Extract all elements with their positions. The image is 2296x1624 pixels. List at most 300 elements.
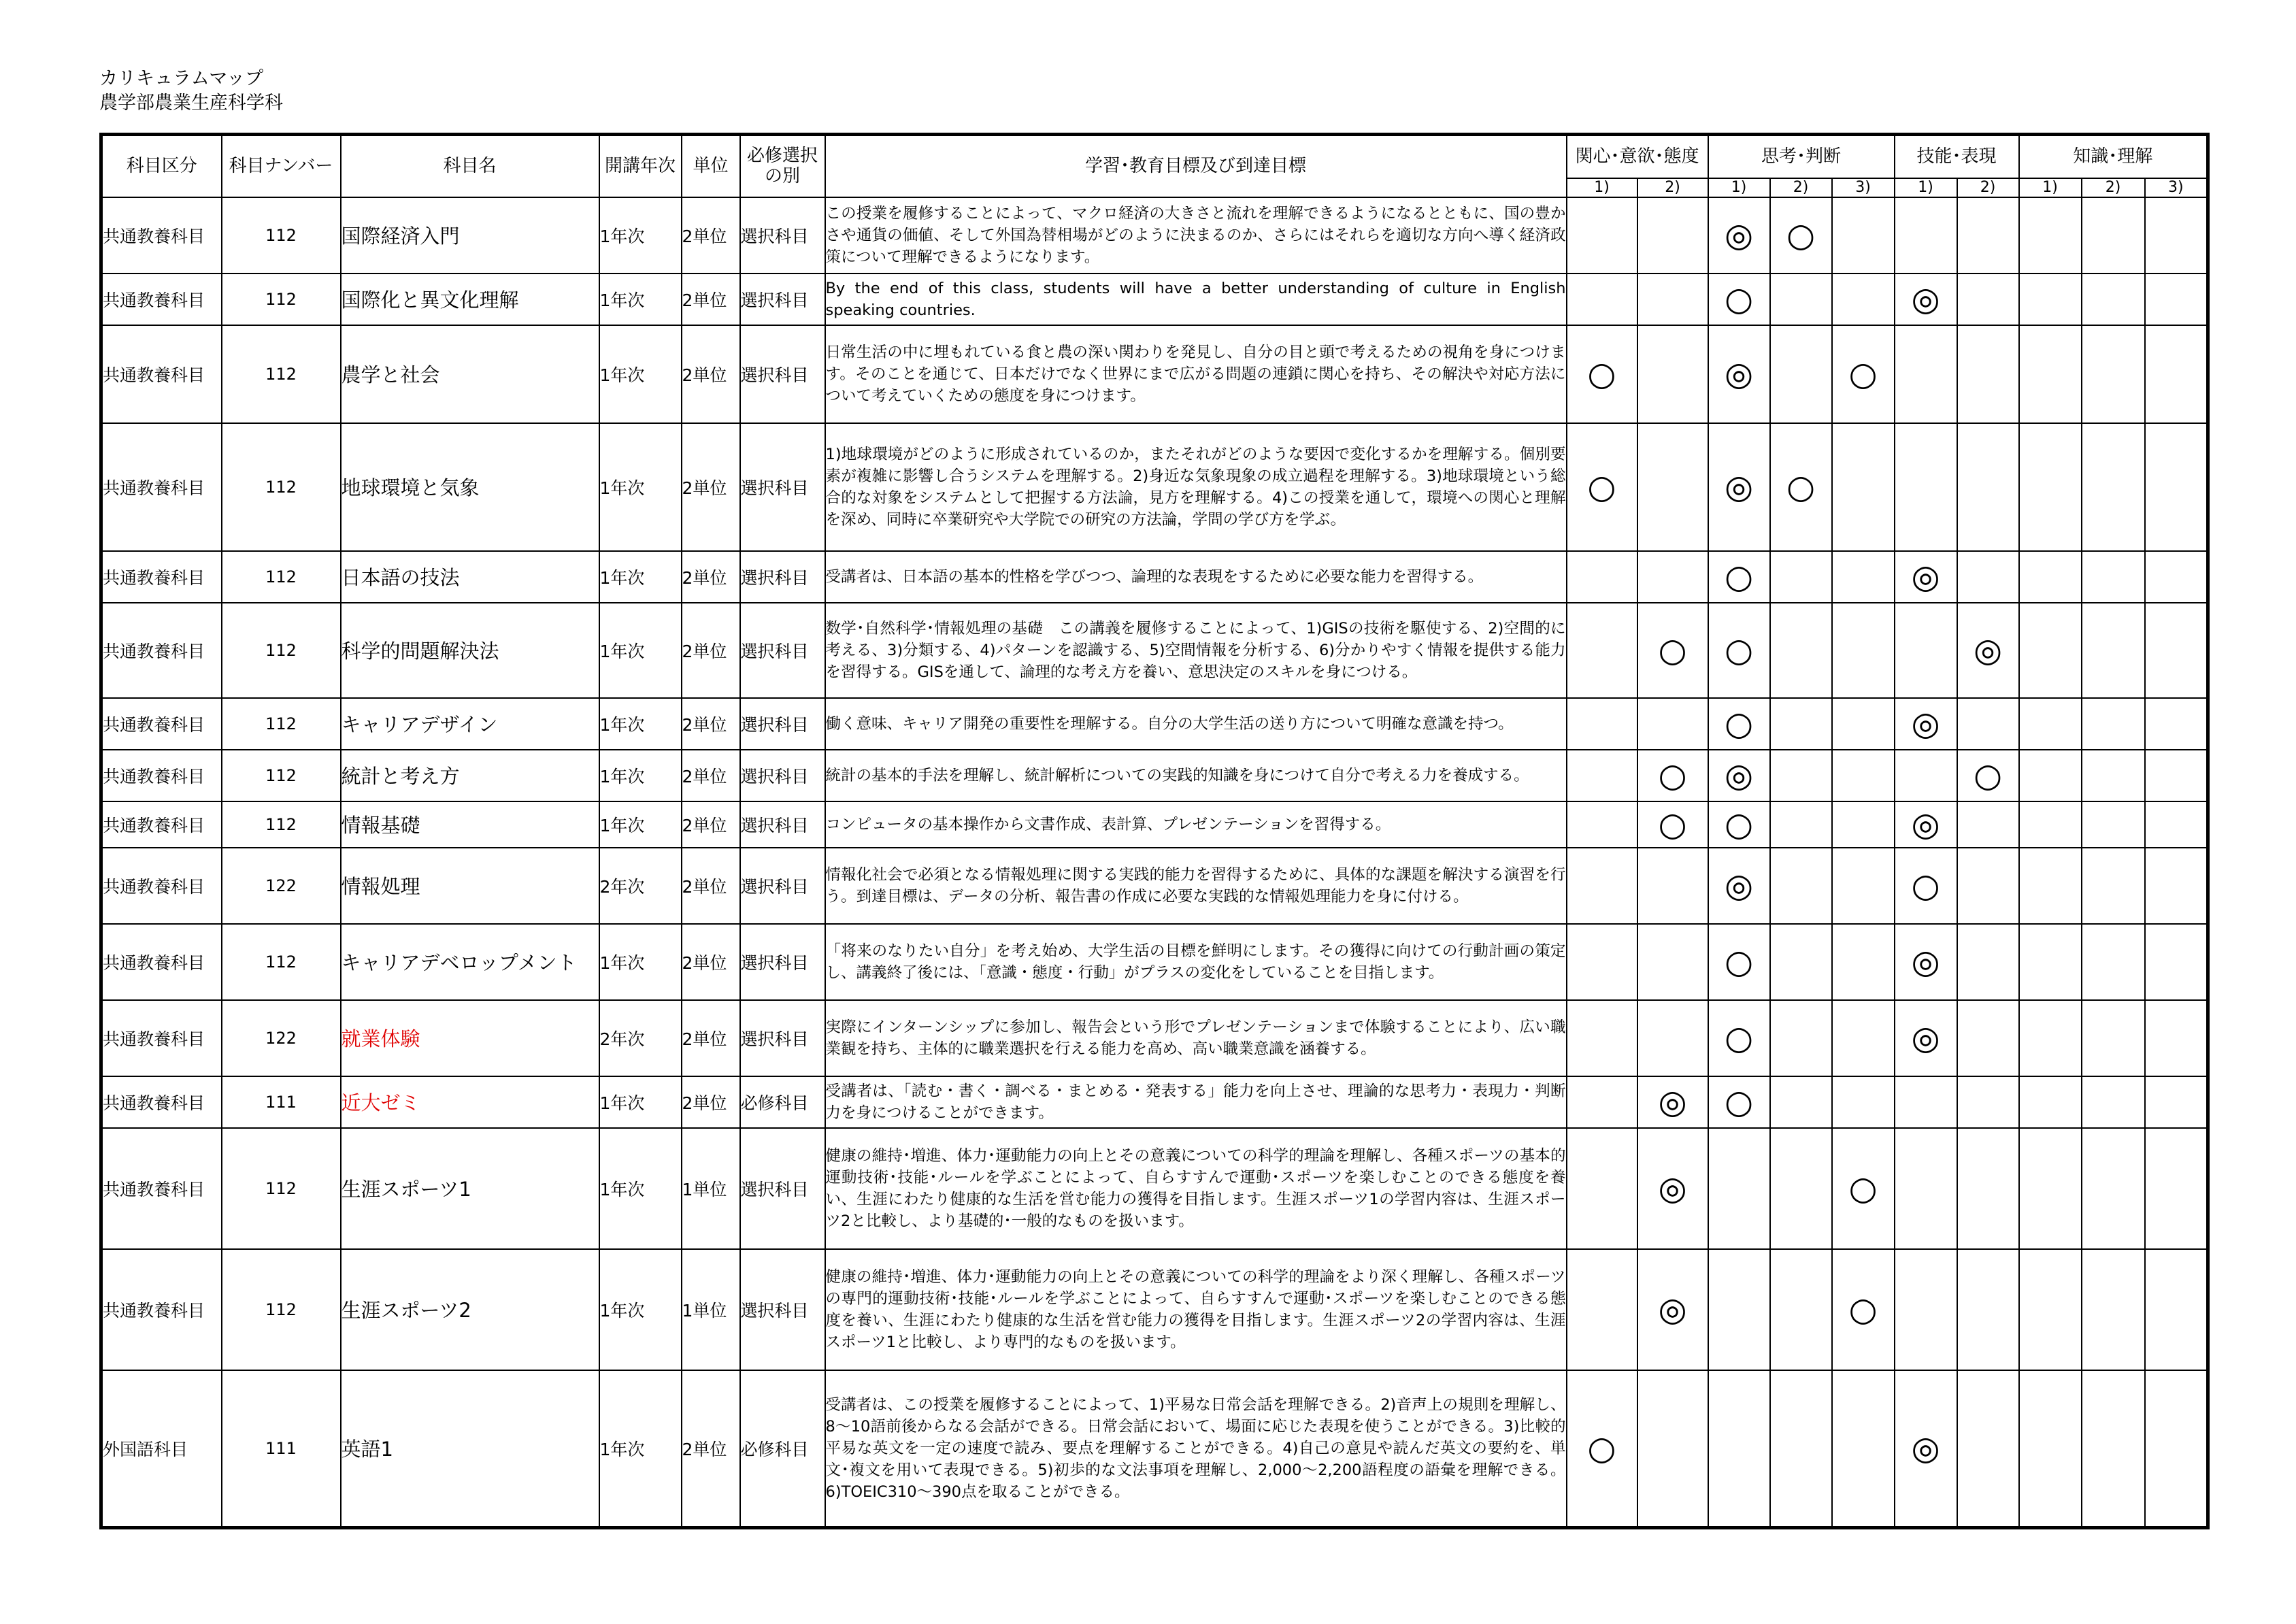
- empty-mark-cell: [1832, 1000, 1895, 1076]
- subheader-4: 3): [1832, 178, 1895, 197]
- course-unit: 2単位: [682, 423, 740, 551]
- course-number: 112: [222, 698, 341, 750]
- empty-mark-cell: [1770, 1128, 1832, 1249]
- empty-mark-cell: [2019, 848, 2082, 924]
- double-circle-mark: ◎: [1637, 1249, 1708, 1370]
- course-requirement: 選択科目: [740, 801, 825, 848]
- circle-mark: ○: [1708, 274, 1770, 325]
- course-unit: 2単位: [682, 274, 740, 325]
- course-requirement: 選択科目: [740, 698, 825, 750]
- course-row: [101, 1000, 2208, 1076]
- course-goal: 統計の基本的手法を理解し、統計解析についての実践的知識を身につけて自分で考える力を養成する。: [825, 750, 1567, 801]
- course-requirement: 必修科目: [740, 1076, 825, 1128]
- course-category: 共通教養科目: [101, 1000, 222, 1076]
- empty-mark-cell: [1957, 801, 2019, 848]
- course-rows: [101, 197, 2208, 1528]
- empty-mark-cell: [1832, 603, 1895, 698]
- course-category: 共通教養科目: [101, 603, 222, 698]
- circle-mark: ○: [1708, 551, 1770, 603]
- double-circle-mark: ◎: [1957, 603, 2019, 698]
- course-year: 2年次: [599, 848, 682, 924]
- course-unit: 2単位: [682, 698, 740, 750]
- course-number: 112: [222, 1128, 341, 1249]
- course-row: [101, 801, 2208, 848]
- circle-mark: ○: [1708, 801, 1770, 848]
- course-number: 112: [222, 603, 341, 698]
- course-year: 1年次: [599, 603, 682, 698]
- double-circle-mark: ◎: [1637, 1128, 1708, 1249]
- empty-mark-cell: [1832, 551, 1895, 603]
- course-requirement: 選択科目: [740, 551, 825, 603]
- course-row: [101, 603, 2208, 698]
- course-requirement: 選択科目: [740, 848, 825, 924]
- empty-mark-cell: [1770, 1249, 1832, 1370]
- empty-mark-cell: [1957, 325, 2019, 423]
- course-category: 共通教養科目: [101, 197, 222, 274]
- empty-mark-cell: [2082, 603, 2145, 698]
- course-year: 1年次: [599, 551, 682, 603]
- circle-mark: ○: [1832, 1249, 1895, 1370]
- course-name: 英語1: [341, 1370, 599, 1528]
- circle-mark: ○: [1567, 325, 1637, 423]
- double-circle-mark: ◎: [1708, 423, 1770, 551]
- course-requirement: 選択科目: [740, 325, 825, 423]
- double-circle-mark: ◎: [1895, 551, 1957, 603]
- course-year: 1年次: [599, 750, 682, 801]
- header-group-interest: 関心･意欲･態度: [1567, 135, 1708, 178]
- course-goal: 数学･自然科学･情報処理の基礎 この講義を履修することによって、1)GISの技術を駆使する、2)空間的に考える、3)分類する、4)パターンを認識する、5)空間情報を分析する、6)分かりやすく情報を提供する能力を習得する。GISを通して、論理的な考え方を養い、意思決定のスキルを身につける。: [825, 603, 1567, 698]
- empty-mark-cell: [1832, 750, 1895, 801]
- subheader-9: 3): [2145, 178, 2208, 197]
- header-category: 科目区分: [101, 135, 222, 197]
- course-name: 日本語の技法: [341, 551, 599, 603]
- course-number: 111: [222, 1370, 341, 1528]
- empty-mark-cell: [2145, 1128, 2208, 1249]
- empty-mark-cell: [1567, 1000, 1637, 1076]
- course-goal: この授業を履修することによって、マクロ経済の大きさと流れを理解できるようになるとともに、国の豊かさや通貨の価値、そして外国為替相場がどのように決まるのか、さらにはそれらを適切な方向へ導く経済政策について理解できるようになります。: [825, 197, 1567, 274]
- course-row: [101, 1370, 2208, 1528]
- course-number: 112: [222, 325, 341, 423]
- course-year: 1年次: [599, 1370, 682, 1528]
- circle-mark: ○: [1770, 197, 1832, 274]
- course-year: 1年次: [599, 801, 682, 848]
- empty-mark-cell: [2019, 1370, 2082, 1528]
- course-number: 122: [222, 1000, 341, 1076]
- empty-mark-cell: [1637, 924, 1708, 1000]
- course-name: キャリアデザイン: [341, 698, 599, 750]
- circle-mark: ○: [1957, 750, 2019, 801]
- circle-mark: ○: [1708, 1076, 1770, 1128]
- circle-mark: ○: [1708, 1000, 1770, 1076]
- course-category: 共通教養科目: [101, 274, 222, 325]
- empty-mark-cell: [1637, 1370, 1708, 1528]
- empty-mark-cell: [1957, 848, 2019, 924]
- course-number: 112: [222, 197, 341, 274]
- empty-mark-cell: [1708, 1370, 1770, 1528]
- course-number: 112: [222, 1249, 341, 1370]
- document-title-line1: カリキュラムマップ: [99, 68, 264, 89]
- empty-mark-cell: [1567, 801, 1637, 848]
- circle-mark: ○: [1637, 603, 1708, 698]
- subheader-7: 1): [2019, 178, 2082, 197]
- course-year: 1年次: [599, 423, 682, 551]
- course-name: 就業体験: [341, 1000, 599, 1076]
- empty-mark-cell: [1895, 603, 1957, 698]
- course-category: 共通教養科目: [101, 1128, 222, 1249]
- subheader-3: 2): [1770, 178, 1832, 197]
- empty-mark-cell: [1957, 1249, 2019, 1370]
- empty-mark-cell: [1567, 1128, 1637, 1249]
- course-name: 近大ゼミ: [341, 1076, 599, 1128]
- empty-mark-cell: [2145, 603, 2208, 698]
- empty-mark-cell: [2019, 423, 2082, 551]
- course-category: 共通教養科目: [101, 698, 222, 750]
- empty-mark-cell: [2082, 1128, 2145, 1249]
- course-requirement: 選択科目: [740, 197, 825, 274]
- empty-mark-cell: [1895, 197, 1957, 274]
- empty-mark-cell: [2019, 1128, 2082, 1249]
- circle-mark: ○: [1708, 924, 1770, 1000]
- empty-mark-cell: [1957, 1128, 2019, 1249]
- header-group-skill: 技能･表現: [1895, 135, 2019, 178]
- course-category: 共通教養科目: [101, 1249, 222, 1370]
- double-circle-mark: ◎: [1708, 325, 1770, 423]
- course-goal: 実際にインターンシップに参加し、報告会という形でプレゼンテーションまで体験することにより、広い職業観を持ち、主体的に職業選択を行える能力を高め、高い職業意識を涵養する。: [825, 1000, 1567, 1076]
- course-category: 共通教養科目: [101, 750, 222, 801]
- circle-mark: ○: [1708, 603, 1770, 698]
- course-name: キャリアデベロップメント: [341, 924, 599, 1000]
- course-requirement: 選択科目: [740, 423, 825, 551]
- course-number: 111: [222, 1076, 341, 1128]
- empty-mark-cell: [1770, 603, 1832, 698]
- course-category: 共通教養科目: [101, 551, 222, 603]
- empty-mark-cell: [1957, 924, 2019, 1000]
- circle-mark: ○: [1770, 423, 1832, 551]
- course-requirement: 必修科目: [740, 1370, 825, 1528]
- circle-mark: ○: [1708, 698, 1770, 750]
- empty-mark-cell: [1637, 848, 1708, 924]
- empty-mark-cell: [2019, 698, 2082, 750]
- empty-mark-cell: [1895, 750, 1957, 801]
- empty-mark-cell: [2082, 551, 2145, 603]
- empty-mark-cell: [1770, 801, 1832, 848]
- empty-mark-cell: [1895, 1128, 1957, 1249]
- empty-mark-cell: [1770, 698, 1832, 750]
- empty-mark-cell: [2145, 924, 2208, 1000]
- empty-mark-cell: [1957, 1370, 2019, 1528]
- empty-mark-cell: [2019, 551, 2082, 603]
- empty-mark-cell: [1567, 603, 1637, 698]
- course-name: 生涯スポーツ2: [341, 1249, 599, 1370]
- empty-mark-cell: [2145, 801, 2208, 848]
- course-number: 112: [222, 750, 341, 801]
- empty-mark-cell: [1567, 1249, 1637, 1370]
- empty-mark-cell: [1832, 1370, 1895, 1528]
- course-requirement: 選択科目: [740, 1249, 825, 1370]
- course-row: [101, 325, 2208, 423]
- course-goal: 受講者は、この授業を履修することによって、1)平易な日常会話を理解できる。2)音声上の規則を理解し、8～10語前後からなる会話ができる。日常会話において、場面に応じた表現を使うことができる。3)比較的平易な英文を一定の速度で読み、要点を理解することができる。4)自己の意見や読んだ英文の要約を、単文･複文を用いて表現できる。5)初歩的な文法事項を理解し、2,000～2,200語程度の語彙を理解できる。6)TOEIC310～390点を取ることができる。: [825, 1370, 1567, 1528]
- course-row: [101, 924, 2208, 1000]
- empty-mark-cell: [1770, 1370, 1832, 1528]
- header-goal: 学習･教育目標及び到達目標: [825, 135, 1567, 197]
- empty-mark-cell: [2019, 197, 2082, 274]
- empty-mark-cell: [1832, 1076, 1895, 1128]
- course-goal: 健康の維持･増進、体力･運動能力の向上とその意義についての科学的理論をより深く理解し、各種スポーツの専門的運動技術･技能･ルールを学ぶことによって、自らすすんで運動･スポーツを楽しむことのできる態度を養い、生涯にわたり健康的な生活を営む能力の獲得を目指します。生涯スポーツ2の学習内容は、生涯スポーツ1と比較し、より専門的なものを扱います。: [825, 1249, 1567, 1370]
- empty-mark-cell: [1770, 848, 1832, 924]
- empty-mark-cell: [1895, 325, 1957, 423]
- empty-mark-cell: [1957, 197, 2019, 274]
- course-name: 国際化と異文化理解: [341, 274, 599, 325]
- course-row: [101, 1076, 2208, 1128]
- empty-mark-cell: [1770, 750, 1832, 801]
- course-unit: 2単位: [682, 1000, 740, 1076]
- empty-mark-cell: [2145, 1370, 2208, 1528]
- empty-mark-cell: [1895, 1076, 1957, 1128]
- empty-mark-cell: [1567, 1076, 1637, 1128]
- empty-mark-cell: [1832, 801, 1895, 848]
- course-row: [101, 197, 2208, 274]
- course-category: 共通教養科目: [101, 848, 222, 924]
- course-goal: 日常生活の中に埋もれている食と農の深い関わりを発見し、自分の目と頭で考えるための視角を身につけます。そのことを通じて、日本だけでなく世界にまで広がる問題の連鎖に関心を持ち、その解決や対応方法について考えていくための態度を身につけます。: [825, 325, 1567, 423]
- course-row: [101, 698, 2208, 750]
- empty-mark-cell: [1637, 423, 1708, 551]
- course-name: 国際経済入門: [341, 197, 599, 274]
- double-circle-mark: ◎: [1637, 1076, 1708, 1128]
- empty-mark-cell: [2145, 197, 2208, 274]
- header-unit: 単位: [682, 135, 740, 197]
- empty-mark-cell: [1567, 551, 1637, 603]
- empty-mark-cell: [1637, 698, 1708, 750]
- course-year: 1年次: [599, 1249, 682, 1370]
- course-unit: 2単位: [682, 750, 740, 801]
- empty-mark-cell: [2145, 274, 2208, 325]
- course-goal: 「将来のなりたい自分」を考え始め、大学生活の目標を鮮明にします。その獲得に向けての行動計画の策定し、講義終了後には、「意識・態度・行動」がプラスの変化をしていることを目指します。: [825, 924, 1567, 1000]
- empty-mark-cell: [1832, 274, 1895, 325]
- double-circle-mark: ◎: [1895, 698, 1957, 750]
- course-row: [101, 274, 2208, 325]
- course-category: 共通教養科目: [101, 801, 222, 848]
- empty-mark-cell: [1637, 1000, 1708, 1076]
- empty-mark-cell: [2082, 197, 2145, 274]
- empty-mark-cell: [2019, 1249, 2082, 1370]
- empty-mark-cell: [1895, 1249, 1957, 1370]
- course-unit: 1単位: [682, 1249, 740, 1370]
- empty-mark-cell: [2082, 924, 2145, 1000]
- header-row: [101, 135, 2208, 178]
- header-group-thinking: 思考･判断: [1708, 135, 1895, 178]
- empty-mark-cell: [1770, 274, 1832, 325]
- header-req: 必修選択の別: [740, 135, 825, 197]
- empty-mark-cell: [1957, 423, 2019, 551]
- subheader-5: 1): [1895, 178, 1957, 197]
- subheader-8: 2): [2082, 178, 2145, 197]
- empty-mark-cell: [2019, 1076, 2082, 1128]
- empty-mark-cell: [1770, 325, 1832, 423]
- subheader-0: 1): [1567, 178, 1637, 197]
- course-goal: 働く意味、キャリア開発の重要性を理解する。自分の大学生活の送り方について明確な意識を持つ。: [825, 698, 1567, 750]
- course-unit: 2単位: [682, 551, 740, 603]
- document-title-line2: 農学部農業生産科学科: [99, 93, 283, 114]
- curriculum-map-table: [99, 133, 2210, 1529]
- circle-mark: ○: [1895, 848, 1957, 924]
- empty-mark-cell: [2145, 551, 2208, 603]
- course-name: 地球環境と気象: [341, 423, 599, 551]
- empty-mark-cell: [2082, 274, 2145, 325]
- circle-mark: ○: [1832, 325, 1895, 423]
- course-unit: 2単位: [682, 848, 740, 924]
- circle-mark: ○: [1637, 750, 1708, 801]
- course-unit: 2単位: [682, 603, 740, 698]
- course-row: [101, 1249, 2208, 1370]
- empty-mark-cell: [2019, 801, 2082, 848]
- course-row: [101, 551, 2208, 603]
- course-category: 共通教養科目: [101, 924, 222, 1000]
- course-row: [101, 423, 2208, 551]
- course-requirement: 選択科目: [740, 1000, 825, 1076]
- course-name: 情報処理: [341, 848, 599, 924]
- empty-mark-cell: [2145, 1249, 2208, 1370]
- course-name: 農学と社会: [341, 325, 599, 423]
- header-group-knowledge: 知識･理解: [2019, 135, 2208, 178]
- double-circle-mark: ◎: [1895, 924, 1957, 1000]
- empty-mark-cell: [1708, 1128, 1770, 1249]
- document-title: [99, 67, 283, 116]
- empty-mark-cell: [1957, 551, 2019, 603]
- course-category: 共通教養科目: [101, 1076, 222, 1128]
- course-goal: 1)地球環境がどのように形成されているのか，またそれがどのような要因で変化するかを理解する。個別要素が複雑に影響し合うシステムを理解する。2)身近な気象現象の成立過程を理解する。3)地球環境という総合的な対象をシステムとして把握する方法論，見方を理解する。4)この授業を通して，環境への関心と理解を深め、同時に卒業研究や大学院での研究の方法論，学問の学び方を学ぶ。: [825, 423, 1567, 551]
- empty-mark-cell: [1637, 325, 1708, 423]
- empty-mark-cell: [2145, 325, 2208, 423]
- circle-mark: ○: [1832, 1128, 1895, 1249]
- empty-mark-cell: [1832, 423, 1895, 551]
- course-goal: コンピュータの基本操作から文書作成、表計算、プレゼンテーションを習得する。: [825, 801, 1567, 848]
- empty-mark-cell: [2019, 750, 2082, 801]
- empty-mark-cell: [2082, 325, 2145, 423]
- empty-mark-cell: [2145, 1000, 2208, 1076]
- empty-mark-cell: [2145, 848, 2208, 924]
- double-circle-mark: ◎: [1895, 1370, 1957, 1528]
- course-year: 1年次: [599, 197, 682, 274]
- empty-mark-cell: [2082, 1076, 2145, 1128]
- empty-mark-cell: [1832, 924, 1895, 1000]
- empty-mark-cell: [1957, 1076, 2019, 1128]
- empty-mark-cell: [1637, 274, 1708, 325]
- course-requirement: 選択科目: [740, 603, 825, 698]
- empty-mark-cell: [1770, 551, 1832, 603]
- course-unit: 2単位: [682, 1076, 740, 1128]
- double-circle-mark: ◎: [1708, 750, 1770, 801]
- course-unit: 2単位: [682, 1370, 740, 1528]
- empty-mark-cell: [1832, 698, 1895, 750]
- course-number: 112: [222, 274, 341, 325]
- course-name: 科学的問題解決法: [341, 603, 599, 698]
- empty-mark-cell: [1832, 848, 1895, 924]
- circle-mark: ○: [1637, 801, 1708, 848]
- empty-mark-cell: [1567, 924, 1637, 1000]
- empty-mark-cell: [1770, 1000, 1832, 1076]
- double-circle-mark: ◎: [1708, 848, 1770, 924]
- empty-mark-cell: [1567, 750, 1637, 801]
- empty-mark-cell: [2082, 801, 2145, 848]
- empty-mark-cell: [2082, 423, 2145, 551]
- empty-mark-cell: [2019, 603, 2082, 698]
- course-goal: By the end of this class, students will have a better understanding of culture in English speaking countries.: [825, 274, 1567, 325]
- course-unit: 2単位: [682, 801, 740, 848]
- course-unit: 2単位: [682, 325, 740, 423]
- course-goal: 健康の維持･増進、体力･運動能力の向上とその意義についての科学的理論を理解し、各種スポーツの基本的運動技術･技能･ルールを学ぶことによって、自らすすんで運動･スポーツを楽しむことのできる態度を養い、生涯にわたり健康的な生活を営む能力の獲得を目指します。生涯スポーツ1の学習内容は、生涯スポーツ2と比較し、より基礎的･一般的なものを扱います。: [825, 1128, 1567, 1249]
- empty-mark-cell: [2145, 698, 2208, 750]
- course-number: 112: [222, 801, 341, 848]
- header-year: 開講年次: [599, 135, 682, 197]
- course-year: 1年次: [599, 924, 682, 1000]
- course-number: 122: [222, 848, 341, 924]
- course-number: 112: [222, 924, 341, 1000]
- course-year: 2年次: [599, 1000, 682, 1076]
- empty-mark-cell: [1957, 274, 2019, 325]
- empty-mark-cell: [2082, 848, 2145, 924]
- course-category: 共通教養科目: [101, 325, 222, 423]
- double-circle-mark: ◎: [1895, 274, 1957, 325]
- course-requirement: 選択科目: [740, 274, 825, 325]
- empty-mark-cell: [1637, 197, 1708, 274]
- course-row: [101, 1128, 2208, 1249]
- header-number: 科目ナンバー: [222, 135, 341, 197]
- course-requirement: 選択科目: [740, 924, 825, 1000]
- empty-mark-cell: [2145, 423, 2208, 551]
- course-row: [101, 750, 2208, 801]
- empty-mark-cell: [2145, 1076, 2208, 1128]
- circle-mark: ○: [1567, 1370, 1637, 1528]
- empty-mark-cell: [1708, 1249, 1770, 1370]
- course-year: 1年次: [599, 1128, 682, 1249]
- empty-mark-cell: [2082, 1370, 2145, 1528]
- course-year: 1年次: [599, 1076, 682, 1128]
- empty-mark-cell: [1770, 1076, 1832, 1128]
- empty-mark-cell: [2082, 698, 2145, 750]
- empty-mark-cell: [1957, 698, 2019, 750]
- course-category: 外国語科目: [101, 1370, 222, 1528]
- empty-mark-cell: [1770, 924, 1832, 1000]
- circle-mark: ○: [1567, 423, 1637, 551]
- course-unit: 2単位: [682, 197, 740, 274]
- course-goal: 受講者は、日本語の基本的性格を学びつつ、論理的な表現をするために必要な能力を習得する。: [825, 551, 1567, 603]
- empty-mark-cell: [2019, 325, 2082, 423]
- course-requirement: 選択科目: [740, 750, 825, 801]
- course-name: 情報基礎: [341, 801, 599, 848]
- course-unit: 2単位: [682, 924, 740, 1000]
- course-year: 1年次: [599, 274, 682, 325]
- double-circle-mark: ◎: [1708, 197, 1770, 274]
- course-row: [101, 848, 2208, 924]
- empty-mark-cell: [2082, 1249, 2145, 1370]
- course-number: 112: [222, 423, 341, 551]
- subheader-2: 1): [1708, 178, 1770, 197]
- subheader-6: 2): [1957, 178, 2019, 197]
- empty-mark-cell: [1957, 1000, 2019, 1076]
- course-number: 112: [222, 551, 341, 603]
- empty-mark-cell: [2145, 750, 2208, 801]
- subheader-1: 2): [1637, 178, 1708, 197]
- empty-mark-cell: [1567, 848, 1637, 924]
- empty-mark-cell: [1895, 423, 1957, 551]
- empty-mark-cell: [2019, 274, 2082, 325]
- course-name: 統計と考え方: [341, 750, 599, 801]
- course-year: 1年次: [599, 698, 682, 750]
- course-category: 共通教養科目: [101, 423, 222, 551]
- empty-mark-cell: [2019, 1000, 2082, 1076]
- empty-mark-cell: [2082, 1000, 2145, 1076]
- empty-mark-cell: [1567, 698, 1637, 750]
